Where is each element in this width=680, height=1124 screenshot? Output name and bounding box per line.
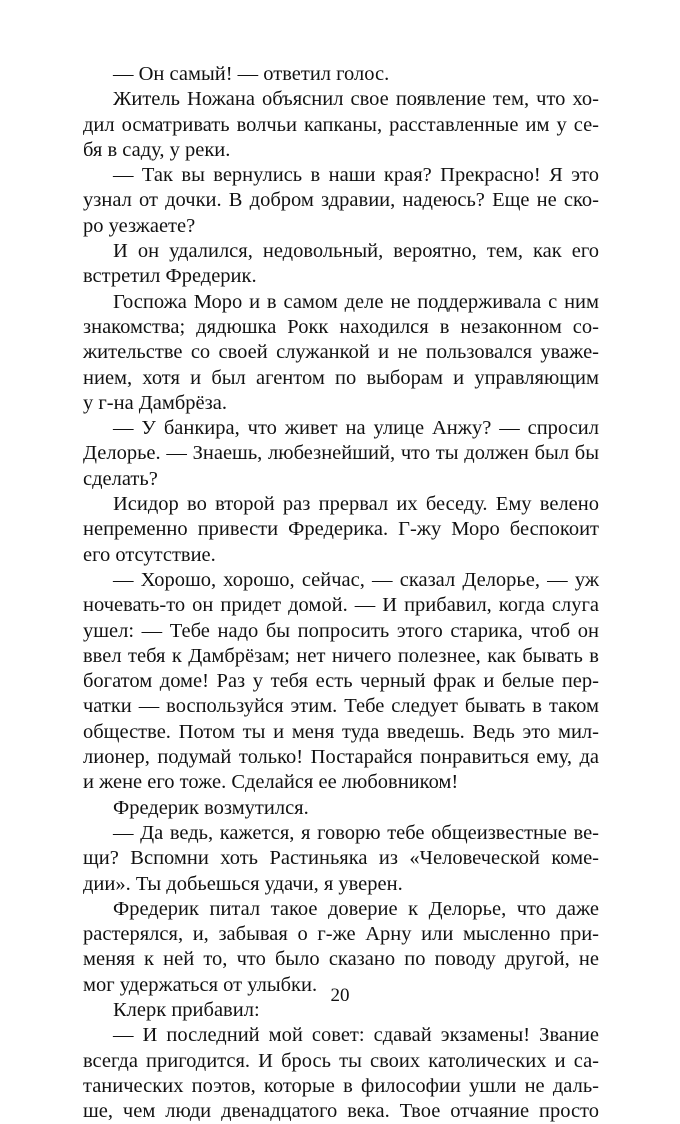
text-line: меняя к ней то, что было сказано по поводу другой, не (83, 948, 599, 971)
text-line: лионер, подумай только! Постарайся понравиться ему, да (83, 746, 599, 769)
text-line: танических поэтов, которые в философии ушли не даль- (83, 1074, 599, 1097)
text-line: его отсутствие. (83, 543, 216, 566)
text-line: — У банкира, что живет на улице Анжу? — спросил (113, 417, 599, 440)
text-line: дии». Ты добьешься удачи, я уверен. (83, 872, 403, 895)
text-line: Исидор во второй раз прервал их беседу. Ему велено (113, 493, 599, 516)
text-line: ро уезжаете? (83, 214, 196, 237)
text-line: богатом доме! Раз у тебя есть черный фрак и белые пер- (83, 670, 599, 693)
text-line: дил осматривать волчьи капканы, расставленные им у се- (83, 113, 599, 136)
text-line: — Хорошо, хорошо, сейчас, — сказал Делорье, — уж (113, 568, 599, 591)
text-line: чатки — воспользуйся этим. Тебе следует бывать в таком (83, 695, 599, 718)
text-line: — Так вы вернулись в наши края? Прекрасно! Я это (113, 164, 599, 187)
text-line: жительстве со своей служанкой и не пользовался уваже- (83, 341, 599, 364)
text-line: нием, хотя и был агентом по выборам и управляющим (83, 366, 599, 389)
text-line: щи? Вспомни хоть Растиньяка из «Человеческой коме- (83, 847, 599, 870)
text-line: узнал от дочки. В добром здравии, надеюсь? Еще не ско- (83, 189, 599, 212)
text-line: сделать? (83, 467, 158, 490)
text-line: бя в саду, у реки. (83, 138, 231, 161)
text-line: мог удержаться от улыбки. (83, 973, 318, 996)
text-line: всегда пригодится. И брось ты своих католических и са- (83, 1049, 599, 1072)
page-number: 20 (330, 985, 350, 1006)
text-line: Фредерик питал такое доверие к Делорье, что даже (113, 897, 599, 920)
body-text (83, 62, 599, 1124)
text-line: Житель Ножана объяснил свое появление тем, что хо- (113, 88, 599, 111)
text-line: и жене его тоже. Сделайся ее любовником! (83, 771, 459, 794)
text-line: ночевать-то он придет домой. — И прибавил, когда слуга (83, 594, 599, 617)
text-line: Госпожа Моро и в самом деле не поддерживала с ним (113, 290, 599, 313)
text-line: знакомства; дядюшка Рокк находился в незаконном со- (83, 315, 599, 338)
text-line: ушел: — Тебе надо бы попросить этого старика, чтоб он (83, 619, 599, 642)
text-line: встретил Фредерик. (83, 265, 257, 288)
text-line: — Да ведь, кажется, я говорю тебе общеизвестные ве- (113, 821, 599, 844)
text-line: ввел тебя к Дамбрёзам; нет ничего полезнее, как бывать в (83, 644, 599, 667)
text-line: у г-на Дамбрёза. (83, 391, 227, 414)
text-line: — И последний мой совет: сдавай экзамены! Звание (113, 1024, 599, 1047)
text-line: растерялся, и, забывая о г-же Арну или мысленно при- (83, 923, 599, 946)
text-line: И он удалился, недовольный, вероятно, тем, как его (113, 240, 599, 263)
text-line: непременно привести Фредерика. Г-жу Моро беспокоит (83, 518, 599, 541)
text-line: ше, чем люди двенадцатого века. Твое отчаяние просто (83, 1100, 599, 1123)
text-line: обществе. Потом ты и меня туда введешь. Ведь это мил- (83, 720, 599, 743)
text-line: Делорье. — Знаешь, любезнейший, что ты должен был бы (83, 442, 599, 465)
text-line: Фредерик возмутился. (113, 796, 309, 819)
text-line: Клерк прибавил: (113, 998, 260, 1021)
text-line: — Он самый! — ответил голос. (113, 63, 390, 85)
